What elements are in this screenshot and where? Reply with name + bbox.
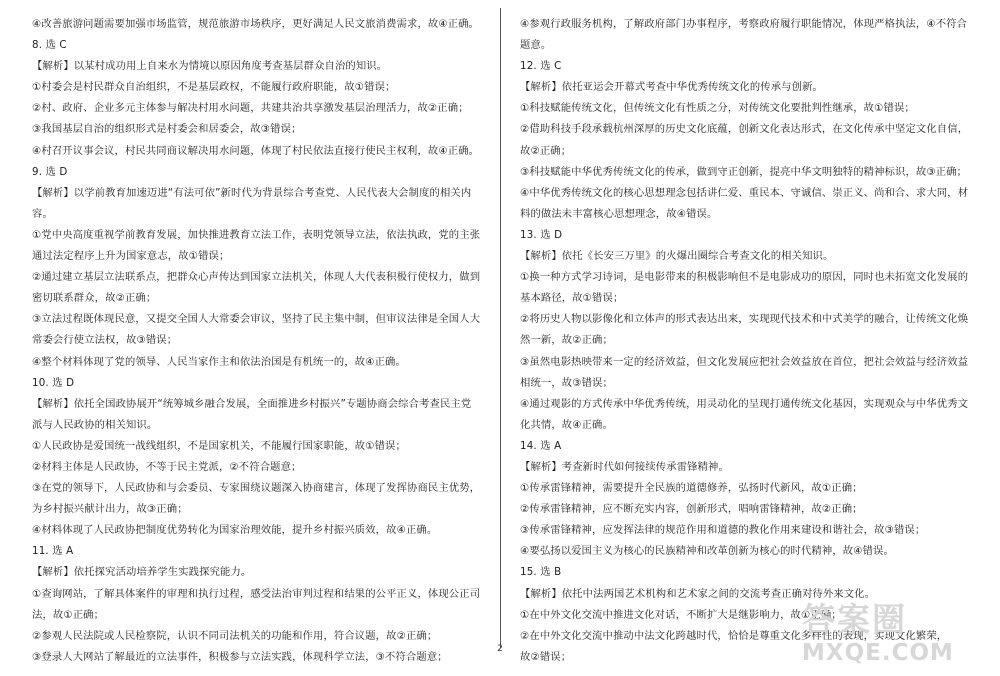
text-line: 【解析】依托全国政协展开“统筹城乡融合发展，全面推进乡村振兴”专题协商会综合考查民主党 [32, 397, 472, 410]
text-line: ③立法过程既体现民意，又提交全国人大常委会审议，坚持了民主集中制，但审议法律是全国人大 [32, 313, 481, 326]
text-line: 故②正确； [520, 144, 572, 157]
text-line: 法，故①正确； [32, 608, 105, 621]
text-line: 【解析】以学前教育加速迈进“有法可依”新时代为背景综合考查党、人民代表大会制度的相关内 [32, 186, 472, 199]
text-line: 料的做法未丰富核心思想理念，故④错误。 [520, 207, 718, 220]
text-line: ③登录人大网站了解最近的立法事件，积极参与立法实践，体现科学立法，③不符合题意； [32, 650, 448, 663]
text-line: 【解析】考查新时代如何接续传承雷锋精神。 [520, 460, 729, 473]
watermark-url: MXQE.COM [802, 640, 954, 666]
text-line: ②借助科技手段承载杭州深厚的历史文化底蕴，创新文化表达形式，在文化传承中坚定文化自信， [520, 123, 969, 136]
text-line: ②村、政府、企业多元主体参与解决村用水问题，共建共治共享激发基层治理活力，故②正确； [32, 102, 469, 115]
watermark-cn: 答案圈 [802, 600, 907, 639]
text-line: ①党中央高度重视学前教育发展，加快推进教育立法工作，表明党领导立法，依法执政，党的主张 [32, 228, 481, 241]
text-line: 通过法定程序上升为国家意志，故①错误； [32, 250, 230, 263]
text-line: 【解析】依托《长安三万里》的火爆出圈综合考查文化的相关知识。 [520, 250, 834, 263]
text-line: ③虽然电影热映带来一定的经济效益，但文化发展应把社会效益放在首位，把社会效益与经济效益 [520, 355, 969, 368]
text-line: ②将历史人物以影像化和立体声的形式表达出来，实现现代技术和中式美学的融合，让传统文化焕 [520, 313, 969, 326]
text-line: ④中华优秀传统文化的核心思想理念包括讲仁爱、重民本、守诚信、崇正义、尚和合、求大同，材 [520, 186, 969, 199]
text-line: ②材料主体是人民政协，不等于民主党派，②不符合题意； [32, 460, 302, 473]
text-line: 9. 选 D [32, 165, 68, 178]
text-line: ④材料体现了人民政协把制度优势转化为国家治理效能，提升乡村振兴质效，故④正确。 [32, 524, 438, 537]
left-column [32, 14, 488, 668]
text-line: 化共情，故④正确。 [520, 418, 613, 431]
column-divider [500, 8, 501, 648]
page-number: 2 [497, 644, 503, 654]
text-line: 12. 选 C [520, 60, 562, 73]
text-line: ②参观人民法院或人民检察院，认识不同司法机关的功能和作用，符合议题，故②正确； [32, 629, 438, 642]
text-line: 【解析】依托中法两国艺术机构和艺术家之间的交流考查正确对待外来文化。 [520, 587, 876, 600]
right-column [520, 14, 972, 668]
text-line: 派与人民政协的相关知识。 [32, 418, 158, 431]
text-line: 【解析】以某村成功用上自来水为情境以原因角度考查基层群众自治的知识。 [32, 60, 388, 73]
text-line: ④改善旅游问题需要加强市场监管，规范旅游市场秩序，更好满足人民文旅消费需求，故④正确。 [32, 18, 480, 30]
text-line: 常委会行使立法权，故③错误； [32, 334, 178, 347]
text-line: ②通过建立基层立法联系点，把群众心声传达到国家立法机关，体现人大代表积极行使权力，做到 [32, 271, 481, 284]
text-line: ④通过观影的方式传承中华优秀传统，用灵动化的呈现打通传统文化基因，实现观众与中华优秀文 [520, 397, 969, 410]
text-line: 11. 选 A [32, 545, 74, 558]
text-line: ①村委会是村民群众自治组织，不是基层政权，不能履行政府职能，故①错误； [32, 81, 396, 94]
text-line: ②传承雷锋精神，应不断充实内容，创新形式，唱响雷锋精神，故②正确； [520, 503, 863, 516]
text-line: ①人民政协是爱国统一战线组织，不是国家机关，不能履行国家职能，故①错误； [32, 439, 406, 452]
text-line: ①传承雷锋精神，需要提升全民族的道德修养，弘扬时代新风，故①正确； [520, 482, 863, 495]
text-line: ④整个材料体现了党的领导、人民当家作主和依法治国是有机统一的，故④正确。 [32, 355, 406, 368]
text-line: 题意。 [520, 39, 552, 52]
text-line: ③科技赋能中华优秀传统文化的传承，做到守正创新，提亮中华文明独特的精神标识，故③正确； [520, 165, 968, 178]
text-line: 10. 选 D [32, 376, 75, 389]
text-line: ①查询网站，了解具体案件的审理和执行过程，感受法治审判过程和结果的公平正义，体现公正司 [32, 587, 481, 600]
text-line: 为乡村振兴献计出力，故③正确； [32, 503, 188, 516]
text-line: ③传承雷锋精神，应发挥法律的规范作用和道德的教化作用来建设和谐社会，故③错误； [520, 524, 926, 537]
text-line: 基本路径，故①错误； [520, 292, 624, 305]
text-line: ④要弘扬以爱国主义为核心的民族精神和改革创新为核心的时代精神，故④错误。 [520, 545, 894, 558]
text-line: 【解析】依托亚运会开幕式考查中华优秀传统文化的传承与创新。 [520, 81, 823, 94]
text-line: 13. 选 D [520, 228, 563, 241]
text-line: 【解析】依托探究活动培养学生实践探究能力。 [32, 566, 252, 579]
text-line: 14. 选 A [520, 439, 562, 452]
text-line: 故②错误； [520, 650, 572, 663]
text-line: ③在党的领导下，人民政协和与会委员、专家围绕议题深入协商建言，体现了发挥协商民主优势， [32, 482, 481, 495]
text-line: ①换一种方式学习诗词，是电影带来的积极影响但不是电影成功的原因，同时也未拓宽文化发展的 [520, 271, 969, 284]
text-line: 然一新，故②正确； [520, 334, 613, 347]
text-line: ②在中外文化交流中推动中法文化跨越时代，恰恰是尊重文化多样性的表现，实现文化繁荣， [520, 629, 948, 642]
text-line: ①在中外文化交流中推进文化对话，不断扩大是继影响力，故①正确； [520, 608, 842, 621]
text-line: ④村召开议事会议，村民共同商议解决用水问题，体现了村民依法直接行使民主权利，故④正确。 [32, 144, 480, 157]
text-line: 8. 选 C [32, 39, 67, 52]
text-line: 容。 [32, 207, 53, 220]
text-line: 密切联系群众，故②正确； [32, 292, 157, 305]
text-line: ④参观行政服务机构，了解政府部门办事程序，考察政府履行职能情况，体现严格执法，④不符合 [520, 18, 968, 30]
text-line: ①科技赋能传统文化，但传统文化有性质之分，对传统文化要批判性继承，故①错误； [520, 102, 915, 115]
text-line: 15. 选 B [520, 566, 562, 579]
text-line: ③我国基层自治的组织形式是村委会和居委会，故③错误； [32, 123, 302, 136]
text-line: 相统一，故③错误； [520, 376, 613, 389]
